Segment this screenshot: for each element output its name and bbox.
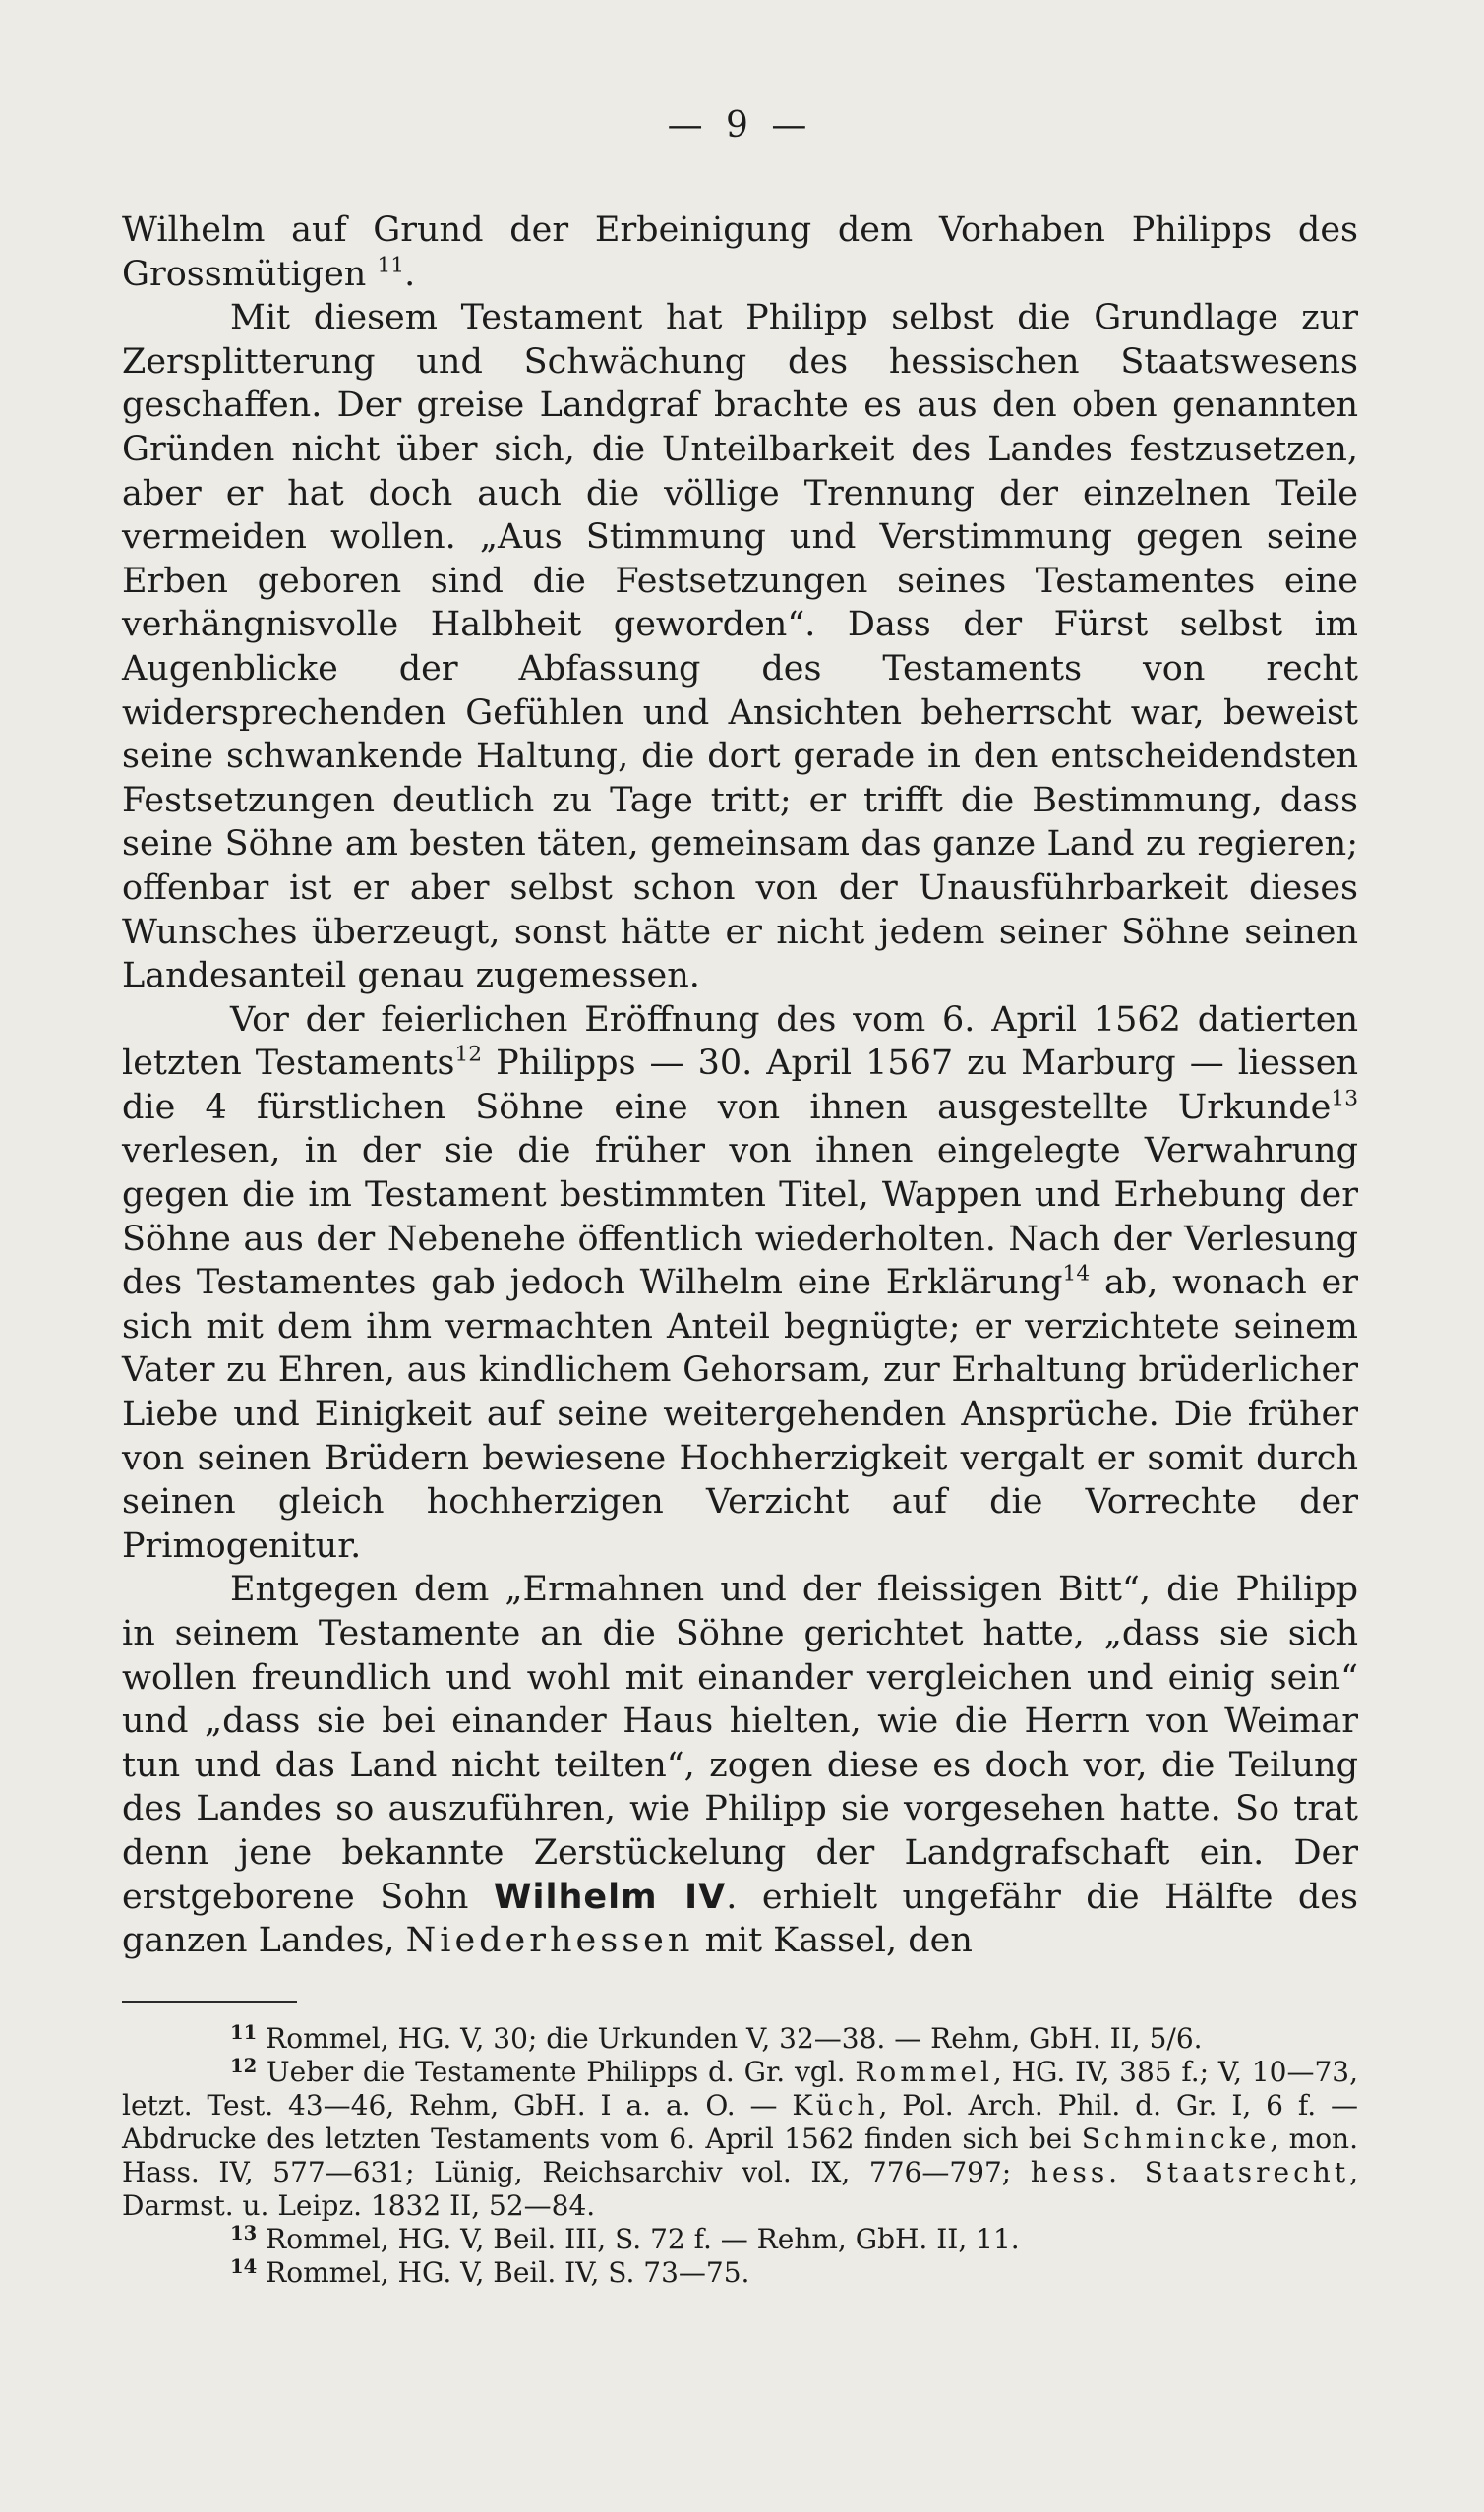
footnotes bbox=[122, 2022, 1358, 2290]
paragraph-3-part-b: Philipps — 30. April 1567 zu Marburg — liessen die 4 fürstlichen Söhne eine von ihnen ausgestellte Urkunde bbox=[122, 1044, 1358, 1127]
paragraph-3-part-d: ab, wonach er sich mit dem ihm vermachten Anteil begnügte; er verzichtete seinem Vater zu Ehren, aus kindlichem Gehorsam, zur Erhaltung brüderlicher Liebe und Einigkeit auf seine weitergehenden Ansprüche. Die früher von seinen Brüdern bewiesene Hochherzigkeit vergalt er somit durch seinen gleich hochherzigen Verzicht auf die Vorrechte der Primogenitur. bbox=[122, 1263, 1358, 1566]
paragraph-3 bbox=[122, 998, 1358, 1569]
footnote-ref-11[interactable]: 11 bbox=[377, 253, 405, 278]
footnote-12-rommel: Rommel bbox=[855, 2055, 993, 2088]
footnote-12-part-e: , Darmst. u. Leipz. 1832 II, 52—84. bbox=[122, 2155, 1358, 2222]
footnote-12-part-b: , HG. IV, 385 f.; V, 10—73, letzt. Test. 43—46, Rehm, GbH. I a. a. O. — bbox=[122, 2055, 1359, 2122]
paragraph-3-part-c: verlesen, in der sie die früher von ihnen eingelegte Verwahrung gegen die im Testament bestimmten Titel, Wappen und Erhebung der Söhne aus der Nebenehe öffentlich wiederholten. Nach der Verlesung des Testamentes gab jedoch Wilhelm eine Erklärung bbox=[122, 1131, 1358, 1303]
paragraph-4 bbox=[122, 1568, 1358, 1962]
footnote-ref-13[interactable]: 13 bbox=[1331, 1086, 1358, 1111]
footnote-divider bbox=[122, 2001, 297, 2003]
footnote-14-text: Rommel, HG. V, Beil. IV, S. 73—75. bbox=[257, 2255, 750, 2289]
footnote-12-part-d: , mon. Hass. IV, 577—631; Lünig, Reichsarchiv vol. IX, 776—797; bbox=[122, 2122, 1358, 2188]
paragraph-1-end: . bbox=[404, 254, 416, 294]
paragraph-1 bbox=[122, 209, 1358, 296]
footnote-12-hess-staatsrecht: hess. Staatsrecht bbox=[1030, 2155, 1350, 2188]
page-number: — 9 — bbox=[667, 105, 813, 146]
footnote-12-part-c: , Pol. Arch. Phil. d. Gr. I, 6 f. — Abdrucke des letzten Testaments vom 6. April 1562 finden sich bei bbox=[122, 2088, 1358, 2155]
main-text bbox=[122, 209, 1358, 1963]
footnote-11 bbox=[122, 2022, 1358, 2056]
footnote-ref-12[interactable]: 12 bbox=[454, 1042, 483, 1067]
footnote-12-number: 12 bbox=[230, 2054, 258, 2077]
footnote-13-text: Rommel, HG. V, Beil. III, S. 72 f. — Rehm, GbH. II, 11. bbox=[257, 2222, 1020, 2255]
paragraph-4-part-a: Entgegen dem „Ermahnen und der fleissigen Bitt“, die Philipp in seinem Testamente an die Söhne gerichtet hatte, „dass sie sich wollen freundlich und wohl mit einander vergleichen und einig sein“ und „dass sie bei einander Haus hielten, wie die Herrn von Weimar tun und das Land nicht teilten“, zogen diese es doch vor, die Teilung des Landes so auszuführen, wie Philipp sie vorgesehen hatte. So trat denn jene bekannte Zerstückelung der Landgrafschaft ein. Der erstgeborene Sohn bbox=[122, 1570, 1358, 1917]
footnote-12-schmincke: Schmincke bbox=[1081, 2122, 1271, 2155]
footnote-11-number: 11 bbox=[230, 2020, 258, 2044]
footnote-13-number: 13 bbox=[230, 2221, 258, 2244]
paragraph-4-part-c: mit Kassel, den bbox=[693, 1921, 973, 1961]
footnote-12-kuech: Küch bbox=[792, 2088, 879, 2122]
paragraph-4-part-b: . erhielt ungefähr die Hälfte des ganzen Landes, bbox=[122, 1877, 1358, 1961]
footnote-14-number: 14 bbox=[230, 2254, 258, 2278]
footnote-12-part-a: Ueber die Testamente Philipps d. Gr. vgl. bbox=[257, 2055, 856, 2088]
paragraph-2: Mit diesem Testament hat Philipp selbst die Grundlage zur Zersplitterung und Schwächung des hessischen Staatswesens geschaffen. Der greise Landgraf brachte es aus den oben genannten Gründen nicht über sich, die Unteilbarkeit des Landes festzusetzen, aber er hat doch auch die völlige Trennung der einzelnen Teile vermeiden wollen. „Aus Stimmung und Verstimmung gegen seine Erben geboren sind die Festsetzungen seines Testamentes eine verhängnisvolle Halbheit geworden“. Dass der Fürst selbst im Augenblicke der Abfassung des Testaments von recht widersprechenden Gefühlen und Ansichten beherrscht war, beweist seine schwankende Haltung, die dort gerade in den entscheidendsten Festsetzungen deutlich zu Tage tritt; er trifft die Bestimmung, dass seine Söhne am besten täten, gemeinsam das ganze Land zu regieren; offenbar ist er aber selbst schon von der Unausführbarkeit dieses Wunsches überzeugt, sonst hätte er nicht jedem seiner Söhne seinen Landesanteil genau zugemessen. bbox=[122, 298, 1358, 996]
region-niederhessen: Niederhessen bbox=[405, 1921, 694, 1961]
paragraph-3-part-a: Vor der feierlichen Eröffnung des vom 6. April 1562 datierten letzten Testaments bbox=[122, 999, 1358, 1084]
footnote-11-text: Rommel, HG. V, 30; die Urkunden V, 32—38. — Rehm, GbH. II, 5/6. bbox=[257, 2021, 1203, 2055]
name-wilhelm-iv: Wilhelm IV bbox=[493, 1877, 727, 1917]
paragraph-1-text: Wilhelm auf Grund der Erbeinigung dem Vorhaben Philipps des Grossmütigen bbox=[122, 210, 1358, 294]
footnote-13 bbox=[122, 2223, 1358, 2256]
footnote-14 bbox=[122, 2256, 1358, 2290]
footnote-12 bbox=[122, 2056, 1358, 2223]
footnote-ref-14[interactable]: 14 bbox=[1062, 1261, 1091, 1286]
